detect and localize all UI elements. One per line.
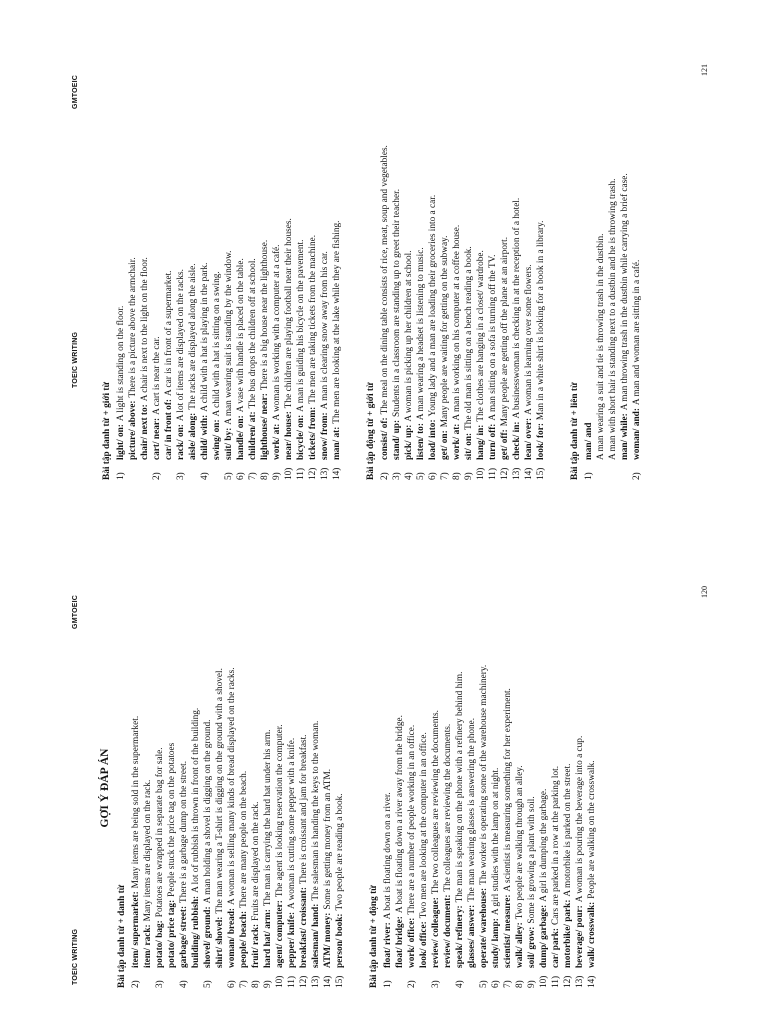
answer-text: There is a big house near the lighthouse. <box>260 239 270 391</box>
answer-line <box>619 40 631 480</box>
answer-key: sit/ on: <box>464 432 474 460</box>
answer-line <box>154 588 166 988</box>
answer-key: people/ beach: <box>239 910 249 968</box>
answer-key: get/ off: <box>500 429 510 460</box>
answer-num: 9) <box>263 980 273 988</box>
answer-text: A woman is picking up her children at school. <box>404 250 414 422</box>
answer-num: 7) <box>503 980 513 988</box>
answer-key: hang/ in: <box>476 424 486 460</box>
answer-num: 13) <box>311 975 321 988</box>
answer-num: 7) <box>440 472 450 480</box>
answer-key: man/ while: <box>620 413 630 460</box>
answer-num: 4) <box>179 980 189 988</box>
answer-text: A man holding a shovel is digging on the ground. <box>203 719 213 904</box>
answer-line <box>475 40 487 480</box>
answer-key: man/ at: <box>332 426 342 460</box>
page-title: GỢI Ý ĐÁP ÁN <box>99 748 111 828</box>
answer-text: A vase with handle is placed on the table. <box>236 258 246 413</box>
page-header <box>72 75 82 388</box>
answer-num: 8) <box>515 980 525 988</box>
answer-text: The old man is sitting on a bench reading a book. <box>464 246 474 430</box>
answer-line <box>583 40 595 480</box>
answer-key: work/ office: <box>407 917 417 968</box>
answer-key: snow/ from: <box>320 412 330 460</box>
answer-text: Fruits are displayed on the rack. <box>251 801 261 921</box>
answer-num: 6) <box>236 472 246 480</box>
answer-line <box>139 40 151 480</box>
answer-key: cart/ near: <box>152 417 162 460</box>
answer-text: A chair is next to the light on the floor. <box>140 257 150 402</box>
answer-line <box>310 588 322 988</box>
answer-text: A man is guiding his bicycle on the pavement. <box>296 239 306 412</box>
answer-line <box>607 40 619 480</box>
answer-num: 10) <box>284 467 294 480</box>
answer-line <box>418 588 430 988</box>
answer-line <box>442 588 454 988</box>
section-heading: Bài tập động từ + giới từ <box>366 382 376 480</box>
answer-line <box>226 588 238 988</box>
answer-num: 9) <box>464 472 474 480</box>
answer-line <box>586 588 598 988</box>
answer-key: woman/ and: <box>632 408 642 460</box>
answer-num: 12) <box>500 467 510 480</box>
answer-text: Many people are getting off the plane at an airport. <box>500 236 510 427</box>
answer-text: A woman is selling many kinds of bread displayed on the racks. <box>227 667 237 905</box>
answer-num: 2) <box>632 472 642 480</box>
answer-line <box>526 588 538 988</box>
answer-key: speak/ refinery: <box>455 905 465 968</box>
answer-num: 1) <box>116 472 126 480</box>
answer-key: listen/ to: <box>416 423 426 460</box>
answer-line <box>499 40 511 480</box>
answer-key: check/ in: <box>512 421 522 460</box>
answer-key: children/ at: <box>248 411 258 460</box>
answer-key: glasses/ answer: <box>467 904 477 968</box>
answer-key: soil/ grow: <box>527 926 537 968</box>
answer-line <box>562 588 574 988</box>
answer-num: 1) <box>383 980 393 988</box>
answer-line <box>538 588 550 988</box>
page-number: 121 <box>700 64 709 76</box>
answer-line <box>466 588 478 988</box>
answer-line <box>178 588 190 988</box>
answer-key: car/ park: <box>551 927 561 968</box>
answer-num: 6) <box>227 980 237 988</box>
answer-num: 3) <box>431 980 441 988</box>
answer-key: chair/ next to: <box>140 404 150 460</box>
answer-line <box>502 588 514 988</box>
answer-text: A lot of items are displayed on the racks. <box>176 269 186 422</box>
header-book-title: TOEIC WRITING <box>72 928 79 985</box>
answer-text: A man throwing trash in the dustbin while carrying a brief case. <box>620 173 630 411</box>
answer-text: The man is carrying the hard hat under his arm. <box>263 729 273 907</box>
answer-text: The two colleagues are reviewing the documents. <box>431 710 441 895</box>
answer-text: A man wearing suit is standing by the window. <box>224 250 234 425</box>
answer-key: garbage/ street: <box>179 905 189 968</box>
answer-text: Man in a white shirt is looking for a book in a library. <box>536 220 546 421</box>
answer-text: A boat is floating down on a river. <box>383 792 393 920</box>
answer-key: scientist/ measure: <box>503 894 513 968</box>
answer-line <box>487 40 499 480</box>
answer-line <box>382 588 394 988</box>
page-number: 120 <box>700 586 709 598</box>
answer-line <box>262 588 274 988</box>
answer-key: near/ house: <box>284 411 294 460</box>
section-heading: Bài tập danh từ + giới từ <box>102 381 112 480</box>
answer-text: The man wearing glasses is answering the phone. <box>467 717 477 902</box>
answer-key: work/ at: <box>272 423 282 460</box>
answer-key: look/ for: <box>536 423 546 460</box>
answer-text: A man with short hair is standing next to a dustbin and he is throwing trash. <box>608 178 618 460</box>
answer-line <box>166 588 178 988</box>
answer-text: A woman is pouring the beverage into a cup. <box>575 735 585 903</box>
answer-line <box>271 40 283 480</box>
answer-text: The worker is operating some of the warehouse machinery. <box>479 664 489 885</box>
answer-key: salesman/ hand: <box>311 903 321 968</box>
answer-text: Two people are walking through an alley. <box>515 765 525 920</box>
answer-key: load/ into: <box>428 419 438 460</box>
answer-key: walk/ crosswalk: <box>587 901 597 968</box>
answer-line <box>334 588 346 988</box>
answer-line <box>430 588 442 988</box>
answer-key: person/ book: <box>335 913 345 968</box>
answer-text: The men are taking tickets from the machine. <box>308 234 318 404</box>
answer-line <box>259 40 271 480</box>
answer-key: walk/ alley: <box>515 922 525 968</box>
answer-key: fruit/ rack: <box>251 923 261 968</box>
answer-key: rack/ on: <box>176 424 186 460</box>
answer-key: ATM/ money: <box>323 912 333 968</box>
answer-num: 9) <box>272 472 282 480</box>
answer-key: bicycle/ on: <box>296 414 306 460</box>
answer-line <box>319 40 331 480</box>
answer-num: 8) <box>452 472 462 480</box>
answer-text: The salesman is handing the keys to the woman. <box>311 720 321 901</box>
answer-text: A lot of rubbish is thrown in front of the building. <box>191 707 201 893</box>
answer-line <box>286 588 298 988</box>
answer-line <box>550 588 562 988</box>
answer-text: A man sitting on a sofa is turning off the TV. <box>488 254 498 421</box>
answer-line <box>223 40 235 480</box>
answer-line <box>595 40 607 480</box>
answer-num: 7) <box>248 472 258 480</box>
answer-line <box>115 40 127 480</box>
answer-num: 3) <box>155 980 165 988</box>
answer-text: A boat is floating down a river away from the bridge. <box>395 715 405 914</box>
answer-line <box>142 588 154 988</box>
answer-num: 4) <box>200 472 210 480</box>
answer-num: 14) <box>587 975 597 988</box>
answer-text: Some is getting money from an ATM. <box>323 768 333 910</box>
answer-line <box>379 40 391 480</box>
answer-key: beverage/ pour: <box>575 905 585 968</box>
answer-line <box>238 588 250 988</box>
answer-key: motorbike/ park: <box>563 899 573 968</box>
answer-text: People are walking on the crosswalk. <box>587 760 597 899</box>
answer-num: 5) <box>224 472 234 480</box>
answer-num: 11) <box>488 467 498 480</box>
page-header <box>72 595 82 985</box>
answer-line <box>295 40 307 480</box>
answer-text: There are many people on the beach. <box>239 770 249 908</box>
answer-num: 9) <box>527 980 537 988</box>
answer-num: 2) <box>131 980 141 988</box>
answer-line <box>490 588 502 988</box>
answer-text: A woman is working with a computer at a café. <box>272 244 282 421</box>
answer-line <box>391 40 403 480</box>
answer-line <box>235 40 247 480</box>
answer-num: 14) <box>332 467 342 480</box>
answer-text: The children are playing football near their houses. <box>284 218 294 409</box>
answer-key: breakfast/ croissant: <box>299 886 309 968</box>
answer-key: lean/ over: <box>524 417 534 460</box>
answer-key: dump/ garbage: <box>539 904 549 968</box>
answer-key: swing/ on: <box>212 419 222 460</box>
answer-key: pick/ up: <box>404 424 414 460</box>
answer-key: review/ document: <box>443 894 453 968</box>
answer-key: review/ colleague: <box>431 897 441 968</box>
answer-text: Many items are displayed on the rack. <box>143 779 153 922</box>
answer-key: hard hat/ arm: <box>263 909 273 968</box>
answer-num: 6) <box>491 980 501 988</box>
answer-key: potato/ bag: <box>155 920 165 968</box>
answer-key: light/ on: <box>116 424 126 460</box>
answer-text: There is a picture above the armchair. <box>128 257 138 398</box>
answer-key: float/ river: <box>383 922 393 968</box>
answer-line <box>403 40 415 480</box>
answer-num: 5) <box>479 980 489 988</box>
answer-line <box>535 40 547 480</box>
answer-num: 2) <box>407 980 417 988</box>
answer-key: pepper/ knife: <box>287 911 297 968</box>
answer-key: consist/ of: <box>380 417 390 460</box>
answer-key: potato/ price tag: <box>167 899 177 968</box>
answer-line <box>631 40 643 480</box>
answer-key: suit/ by: <box>224 427 234 460</box>
answer-line <box>454 588 466 988</box>
answer-num: 2) <box>152 472 162 480</box>
answer-text: Potatoes are wrapped in separate bag for sale. <box>155 747 165 918</box>
answer-key: child/ with: <box>200 414 210 460</box>
answer-line <box>187 40 199 480</box>
answer-key: item/ supermarket: <box>131 891 141 968</box>
answer-text: The bus drops the children off at school. <box>248 258 258 409</box>
answer-key: float/ bridge: <box>395 916 405 968</box>
answer-text: A child with a hat is sitting on a swing. <box>212 271 222 417</box>
answer-num: 11) <box>551 975 561 988</box>
answer-text: The man is speaking on the phone with a refinery behind him. <box>455 671 465 903</box>
answer-line <box>322 588 334 988</box>
answer-line <box>175 40 187 480</box>
section-heading: Bài tập danh từ + động từ <box>369 885 379 988</box>
answer-line <box>427 40 439 480</box>
answer-text: A car is in front of a supermarket. <box>164 270 174 396</box>
answer-text: There is a garbage dump on the street. <box>179 760 189 903</box>
answer-num: 11) <box>287 975 297 988</box>
answer-text: The men are looking at the lake while they are fishing. <box>332 220 342 424</box>
answer-key: operate/ warehouse: <box>479 887 489 968</box>
answer-key: turn/ off: <box>488 423 498 460</box>
answer-num: 5) <box>203 980 213 988</box>
answer-num: 14) <box>323 975 333 988</box>
answer-text: A scientist is measuring something for her experiment. <box>503 688 513 892</box>
answer-text: Young lady and a man are loading their groceries into a car. <box>428 194 438 417</box>
answer-text: A girl studies with the lamp on at night. <box>491 767 501 916</box>
answer-line <box>199 40 211 480</box>
answer-key: work/ at: <box>452 423 462 460</box>
answer-text: A light is standing on the floor. <box>116 305 126 422</box>
answer-line <box>415 40 427 480</box>
answer-line <box>511 40 523 480</box>
answer-text: A girl is dumping the garbage. <box>539 788 549 902</box>
answer-key: aisle/ along: <box>188 412 198 460</box>
answer-key: man/ and <box>584 422 594 460</box>
answer-text: The colleagues are reviewing the documents. <box>443 723 453 892</box>
answer-key: agent/ computer: <box>275 900 285 968</box>
section-heading: Bài tập danh từ + danh từ <box>117 884 127 988</box>
answer-text: A man is working on his computer at a coffee house. <box>452 224 462 421</box>
answer-text: A motorbike is parked on the street. <box>563 763 573 897</box>
answer-num: 10) <box>275 975 285 988</box>
answer-text: Two men are looking at the computer in an office. <box>419 732 429 919</box>
answer-text: Students in a classroom are standing up to greet their teacher. <box>392 188 402 417</box>
answer-content <box>116 588 598 988</box>
answer-text: The clothes are hanging in a closet/ wardrobe. <box>476 250 486 422</box>
answer-line <box>214 588 226 988</box>
answer-text: A man is clearing snow away from his car. <box>320 251 330 410</box>
answer-text: The agent is looking reservation the computer. <box>275 724 285 898</box>
answer-num: 11) <box>296 467 306 480</box>
answer-num: 13) <box>512 467 522 480</box>
answer-key: shirt/ shovel: <box>215 916 225 968</box>
answer-text: A child with a hat is playing in the park. <box>200 262 210 412</box>
answer-text: There is croissant and jam for breakfast. <box>299 734 309 884</box>
answer-line <box>127 40 139 480</box>
header-brand: GMTOEIC <box>72 75 79 109</box>
answer-num: 4) <box>455 980 465 988</box>
answer-line <box>514 588 526 988</box>
answer-text: A man wearing a headset is listening to music. <box>416 247 426 421</box>
answer-key: study/ lamp: <box>491 918 501 968</box>
answer-line <box>202 588 214 988</box>
answer-key: woman/ bread: <box>227 907 237 968</box>
answer-text: Many people are waiting for getting on the subway. <box>440 235 450 428</box>
answer-text: The racks are displayed along the aisle. <box>188 263 198 410</box>
answer-text: The meal on the dining table consists of rice, meat, soup and vegetables. <box>380 145 390 415</box>
answer-num: 4) <box>404 472 414 480</box>
answer-key: get/ on: <box>440 430 450 460</box>
answer-num: 13) <box>575 975 585 988</box>
answer-num: 8) <box>251 980 261 988</box>
answer-key: handle/ on: <box>236 415 246 460</box>
page-left <box>0 588 768 988</box>
answer-line <box>151 40 163 480</box>
answer-num: 10) <box>539 975 549 988</box>
answer-line <box>523 40 535 480</box>
answer-text: A woman is cutting some pepper with a knife. <box>287 737 297 909</box>
answer-num: 15) <box>536 467 546 480</box>
answer-num: 3) <box>392 472 402 480</box>
answer-num: 1) <box>584 472 594 480</box>
answer-num: 12) <box>308 467 318 480</box>
answer-text: A man and woman are sitting in a café. <box>632 259 642 406</box>
answer-num: 2) <box>380 472 390 480</box>
answer-line <box>190 588 202 988</box>
answer-line <box>406 588 418 988</box>
answer-line <box>394 588 406 988</box>
answer-num: 13) <box>320 467 330 480</box>
answer-key: stand/ up: <box>392 419 402 460</box>
header-brand: GMTOEIC <box>72 595 79 629</box>
answer-line <box>283 40 295 480</box>
answer-key: shovel/ ground: <box>203 906 213 968</box>
answer-num: 8) <box>260 472 270 480</box>
answer-num: 15) <box>335 975 345 988</box>
answer-text: Many items are being sold in the supermarket. <box>131 715 141 889</box>
answer-key: picture/ above: <box>128 400 138 460</box>
answer-line <box>451 40 463 480</box>
answer-text: Two people are reading a book. <box>335 793 345 911</box>
answer-line <box>463 40 475 480</box>
answer-line <box>331 40 343 480</box>
answer-text: A man wearing a suit and tie is throwing trash in the dustbin. <box>596 233 606 460</box>
answer-line <box>211 40 223 480</box>
answer-num: 14) <box>524 467 534 480</box>
answer-key: building/ rubbish: <box>191 895 201 968</box>
answer-line <box>274 588 286 988</box>
answer-num: 12) <box>299 975 309 988</box>
header-book-title: TOEIC WRITING <box>72 331 79 388</box>
answer-key: lighthouse/ near: <box>260 393 270 460</box>
answer-line <box>298 588 310 988</box>
answer-text: A cart is near the car. <box>152 336 162 415</box>
answer-line <box>478 588 490 988</box>
answer-line <box>574 588 586 988</box>
section-heading: Bài tập danh từ + liên từ <box>570 382 580 480</box>
answer-line <box>163 40 175 480</box>
answer-key: look/ office: <box>419 921 429 968</box>
answer-num: 7) <box>239 980 249 988</box>
answer-num: 6) <box>428 472 438 480</box>
answer-text: A woman is learning over some flowers. <box>524 264 534 415</box>
answer-text: Some is growing a plant with soil. <box>527 796 537 924</box>
answer-line <box>439 40 451 480</box>
answer-content <box>101 40 643 480</box>
answer-key: car/ in front of: <box>164 398 174 460</box>
answer-line <box>247 40 259 480</box>
answer-text: People stuck the price tag on the potatoes <box>167 742 177 897</box>
answer-num: 10) <box>476 467 486 480</box>
answer-text: A businesswoman is checking in at the reception of a hotel. <box>512 197 522 419</box>
answer-line <box>250 588 262 988</box>
answer-text: There are a number of people working in an office. <box>407 724 417 915</box>
answer-num: 12) <box>563 975 573 988</box>
answer-line <box>307 40 319 480</box>
answer-num: 5) <box>416 472 426 480</box>
answer-line <box>130 588 142 988</box>
answer-key: item/ rack: <box>143 924 153 968</box>
answer-key: tickets/ from: <box>308 406 318 460</box>
answer-text: The man wearing a T-shirt is digging on the ground with a shovel. <box>215 668 225 914</box>
answer-text: Cars are parked in a row at the parking lot. <box>551 765 561 925</box>
page-right <box>0 40 768 480</box>
answer-num: 3) <box>176 472 186 480</box>
